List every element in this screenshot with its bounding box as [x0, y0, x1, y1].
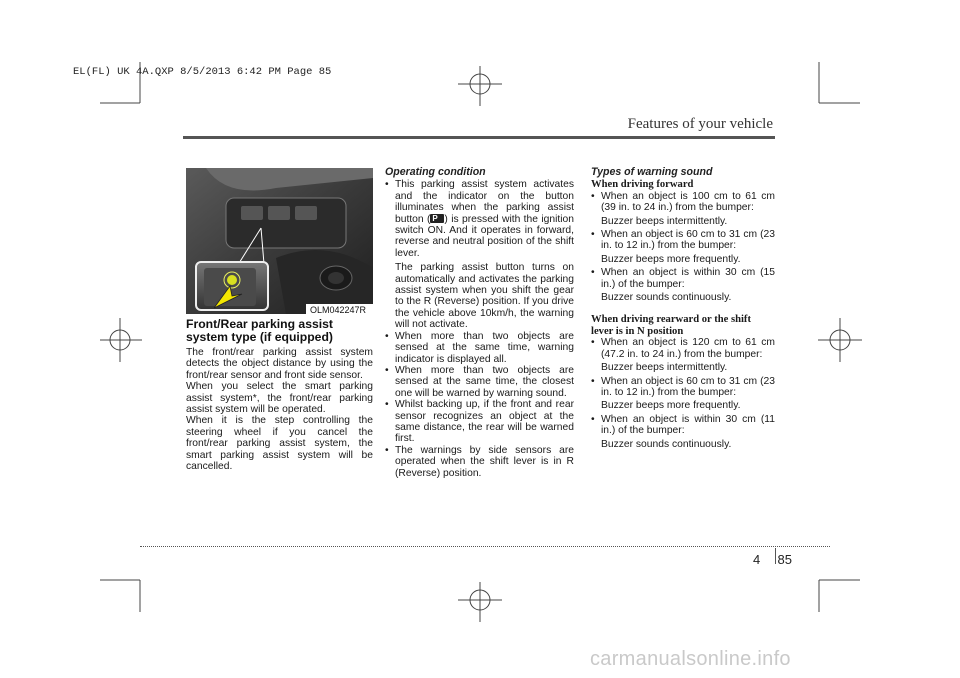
chapter-number: 4 — [753, 552, 761, 567]
operating-condition-heading: Operating condition — [385, 166, 486, 178]
bullet-text: This parking assist system activates and the indicator on the button illuminates when the parking assist button ( — [395, 179, 574, 225]
section-header-title: Features of your vehicle — [627, 116, 773, 132]
page-number-separator — [775, 548, 776, 564]
page-number-value: 85 — [777, 552, 792, 567]
registration-target-top — [458, 66, 502, 106]
list-item: • Whilst backing up, if the front and rear sensor recognizes an object at the same distance, the rear will be warned first. — [385, 399, 574, 445]
registration-target-bottom — [458, 582, 502, 622]
forward-heading: When driving forward — [591, 179, 694, 191]
list-item: • When an object is within 30 cm (11 in.) of the bumper: Buzzer sounds continuously. — [591, 414, 775, 450]
rearward-heading: When driving rearward or the shift lever is in N position — [591, 314, 751, 337]
column-2 — [385, 167, 574, 479]
section-heading: Front/Rear parking assist system type (if equipped) — [186, 317, 333, 344]
header-rule — [183, 136, 775, 139]
parking-assist-button-icon — [430, 214, 444, 223]
list-item: • When an object is 60 cm to 31 cm (23 in. to 12 in.) from the bumper: Buzzer beeps more frequently. — [591, 229, 775, 265]
warning-sound-heading: Types of warning sound — [591, 166, 713, 178]
list-item — [385, 179, 574, 330]
intro-paragraph: The front/rear parking assist system detects the object distance by using the front/rear sensor and front side sensor. — [186, 347, 373, 381]
smart-parking-paragraph: When you select the smart parking assist system*, the front/rear parking assist system will be operated. — [186, 381, 373, 416]
list-item: • When an object is within 30 cm (15 in.) of the bumper: Buzzer sounds continuously. — [591, 267, 775, 303]
cancel-paragraph: When it is the step controlling the steering wheel if you cancel the front/rear parking assist system, the smart parking assist system will be cancelled. — [186, 415, 373, 473]
list-item: • When an object is 100 cm to 61 cm (39 in. to 24 in.) from the bumper: Buzzer beeps intermittently. — [591, 191, 775, 227]
rearward-list — [591, 337, 775, 450]
bullet-text: ) is pressed with the ignition switch ON. And it operates in forward, reverse and neutral position of the shift lever. — [395, 213, 574, 259]
list-item: • When an object is 60 cm to 31 cm (23 in. to 12 in.) from the bumper: Buzzer beeps more frequently. — [591, 376, 775, 412]
list-item: • The warnings by side sensors are operated when the shift lever is in R (Reverse) position. — [385, 445, 574, 479]
registration-target-right — [818, 318, 862, 362]
list-item: • When more than two objects are sensed at the same time, the closest one will be warned by warning sound. — [385, 365, 574, 399]
figure-code: OLM042247R — [310, 305, 367, 315]
page-number — [753, 552, 792, 567]
parking-assist-button-photo — [186, 168, 373, 314]
list-item: • When an object is 120 cm to 61 cm (47.2 in. to 24 in.) from the bumper: Buzzer beeps intermittently. — [591, 337, 775, 373]
column-3 — [591, 167, 775, 450]
print-slug: EL(FL) UK 4A.QXP 8/5/2013 6:42 PM Page 85 — [73, 66, 332, 78]
forward-list — [591, 191, 775, 304]
bullet-subtext: The parking assist button turns on automatically and activates the parking assist system when you shift the gear to the R (Reverse) position. If you drive the vehicle above 10km/h, the warning will not activate. — [395, 262, 574, 331]
list-item: • When more than two objects are sensed at the same time, warning indicator is displayed all. — [385, 331, 574, 365]
registration-target-left — [100, 318, 142, 362]
column-1 — [186, 318, 373, 472]
footer-dotted-rule — [140, 546, 830, 547]
watermark: carmanualsonline.info — [590, 648, 791, 670]
